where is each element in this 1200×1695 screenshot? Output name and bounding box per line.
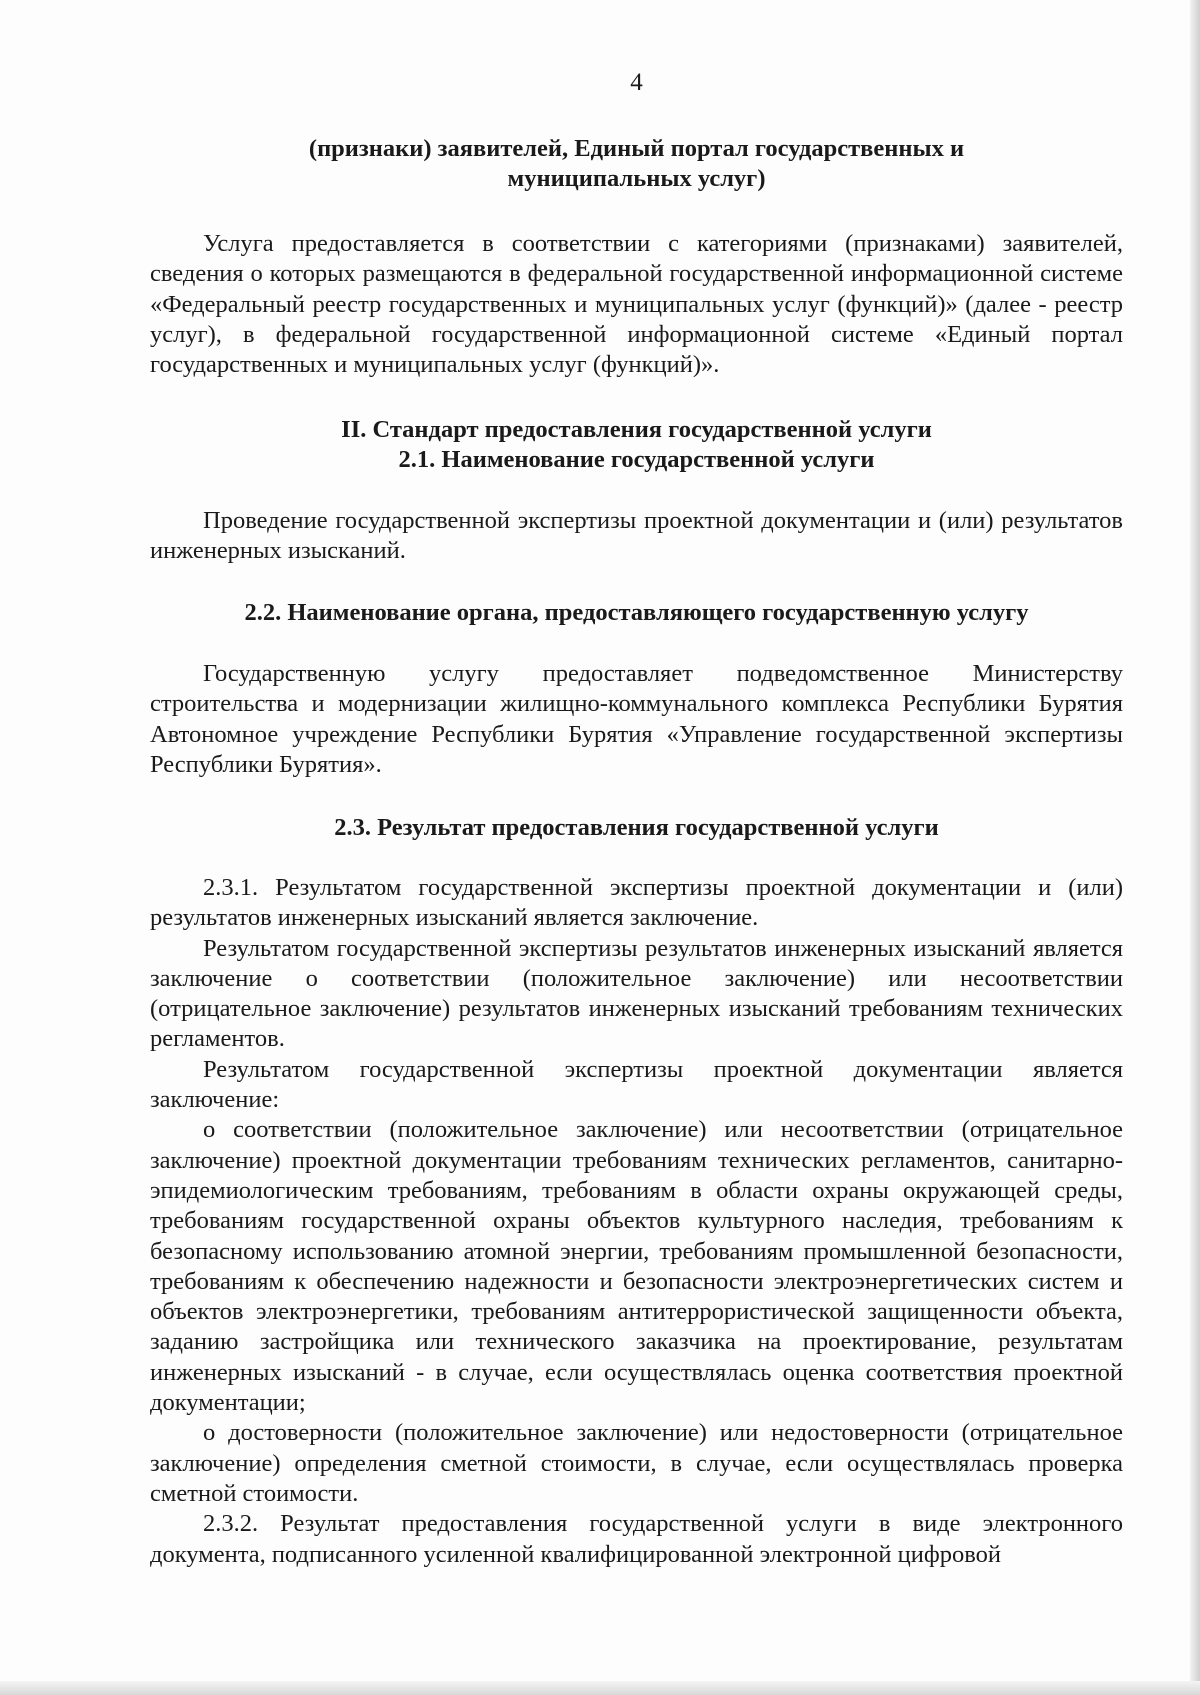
paragraph-result-list — [150, 873, 1123, 1570]
scan-edge-right — [1190, 0, 1200, 1695]
paragraph-service-categories — [150, 229, 1123, 380]
heading-line: 2.2. Наименование органа, предоставляющего государственную услугу — [244, 599, 1029, 626]
paragraph-text: Результатом государственной экспертизы проектной документации является заключение: — [150, 1055, 1123, 1114]
scan-edge-bottom — [0, 1681, 1200, 1695]
section-heading-standard — [150, 415, 1123, 476]
paragraph-text: 2.3.2. Результат предоставления государственной услуги в виде электронного документа, подписанного усиленной квалифицированной электронной цифровой — [150, 1510, 1123, 1568]
paragraph-text: 2.3.1. Результатом государственной экспертизы проектной документации и (или) результатов инженерных изысканий является заключение. — [150, 874, 1123, 932]
page-number: 4 — [630, 69, 643, 96]
paragraph-text: Государственную услугу предоставляет подведомственное Министерству строительства и модернизации жилищно-коммунального комплекса Республики Бурятия Автономное учреждение Республики Бурятия «Управление государственной экспертизы Республики Бурятия». — [150, 660, 1123, 778]
section-heading-applicants — [150, 134, 1123, 195]
paragraph-text: Результатом государственной экспертизы результатов инженерных изысканий является заключение о соответствии (положительное заключение) или несоответствии (отрицательное заключение) результатов инженерных изысканий требованиям технических регламентов. — [150, 934, 1123, 1053]
heading-line: (признаки) заявителей, Единый портал государственных и — [308, 135, 965, 162]
section-heading-result — [150, 813, 1123, 843]
heading-line: 2.1. Наименование государственной услуги — [398, 446, 875, 474]
paragraph-text: Услуга предоставляется в соответствии с категориями (признаками) заявителей, сведения о которых размещаются в федеральной государственной информационной системе «Федеральный реестр государственных и муниципальных услуг (функций)» (далее - реестр услуг), в федеральной государственной информационной системе «Единый портал государственных и муниципальных услуг (функций)». — [150, 230, 1123, 379]
heading-line: 2.3. Результат предоставления государственной услуги — [334, 814, 939, 841]
paragraph-text: о соответствии (положительное заключение) или несоответствии (отрицательное заключение) проектной документации требованиям технических регламентов, санитарно-эпидемиологическим требованиям, требованиям в области охраны окружающей среды, требованиям государственной охраны объектов культурного наследия, требованиям к безопасному использованию атомной энергии, требованиям промышленной безопасности, требованиям к обеспечению надежности и безопасности электроэнергетических систем и объектов электроэнергетики, требованиям антитеррористической защищенности объекта, заданию застройщика или технического заказчика на проектирование, результатам инженерных изысканий - в случае, если осуществлялась оценка соответствия проектной документации; — [150, 1116, 1123, 1417]
heading-line: муниципальных услуг) — [507, 165, 766, 193]
paragraph-authority — [150, 659, 1123, 780]
heading-line: II. Стандарт предоставления государственной услуги — [341, 416, 932, 443]
section-heading-authority — [150, 598, 1123, 628]
paragraph-service-name — [150, 506, 1123, 567]
paragraph-text: о достоверности (положительное заключение) или недостоверности (отрицательное заключение) определения сметной стоимости, в случае, если осуществлялась проверка сметной стоимости. — [150, 1419, 1123, 1507]
paragraph-text: Проведение государственной экспертизы проектной документации и (или) результатов инженерных изысканий. — [150, 507, 1123, 565]
